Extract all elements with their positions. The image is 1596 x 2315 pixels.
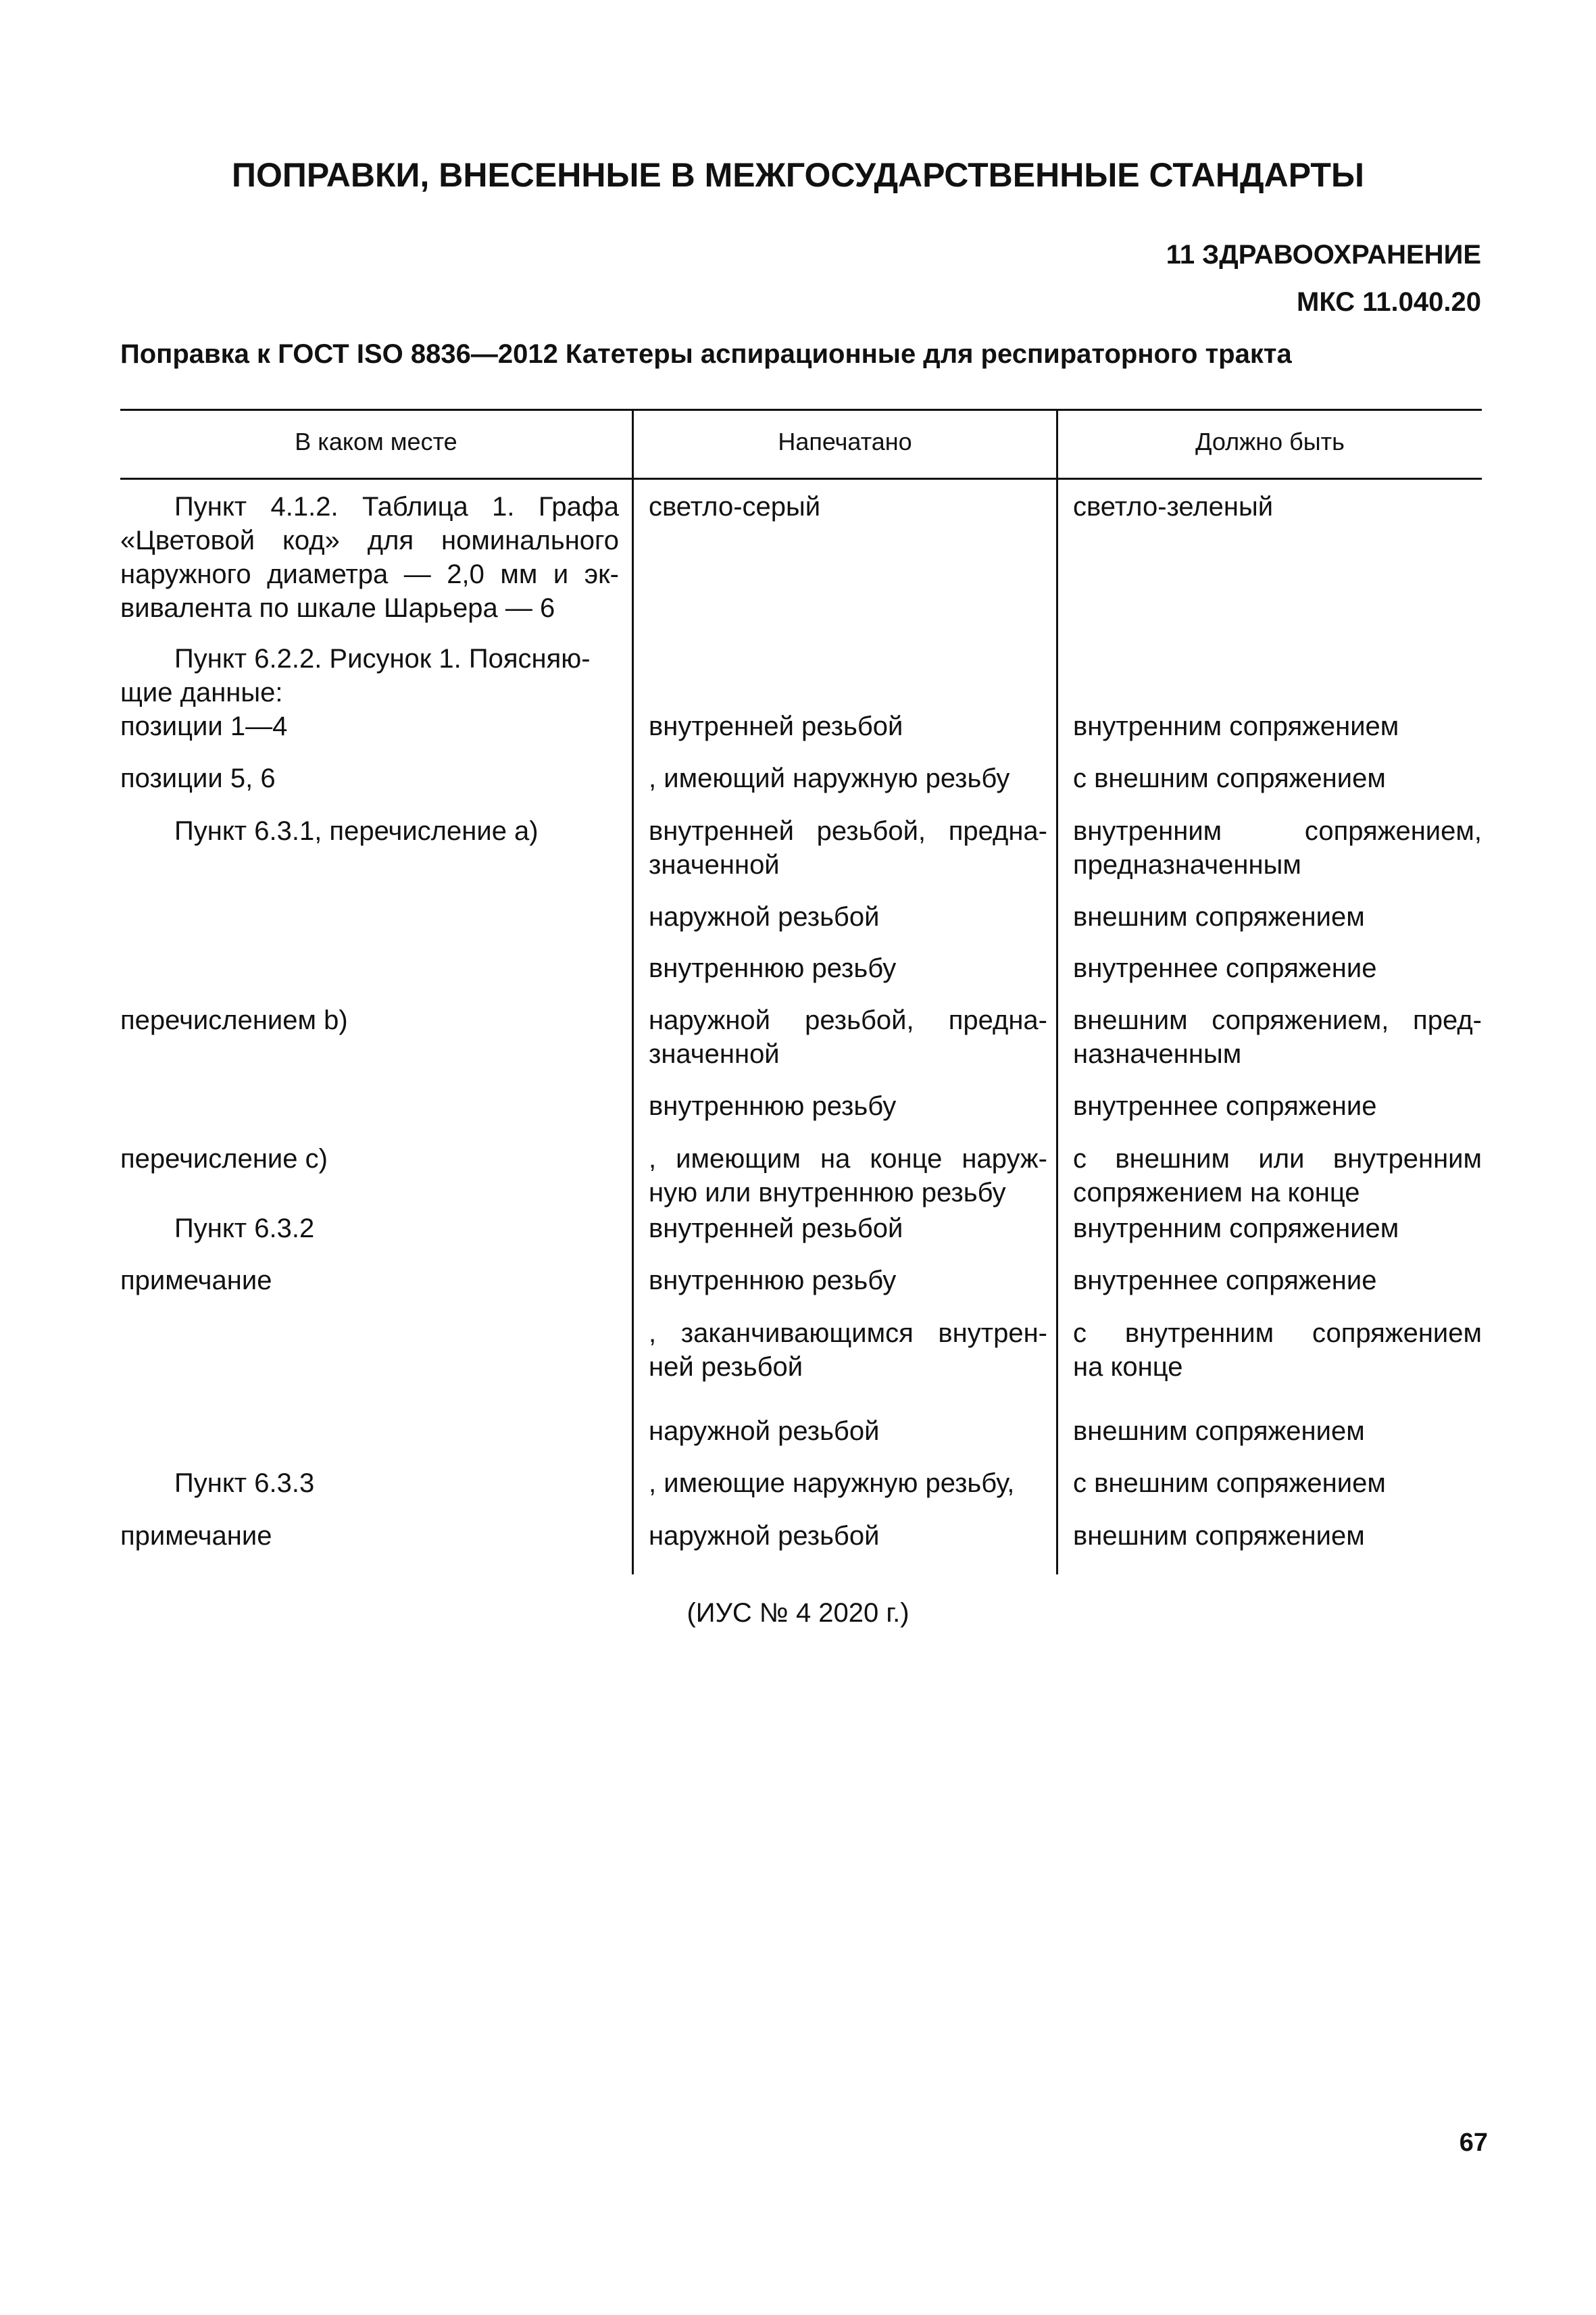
place-cell: Пункт 6.3.3 (174, 1468, 315, 1498)
printed-cell: наружной резьбой, предна- (649, 1005, 1047, 1035)
correct-cell: внутреннее сопряжение (1073, 1266, 1377, 1295)
printed-cell: внутреннюю резьбу (649, 953, 897, 983)
printed-cell: , имеющий наружную резьбу (649, 764, 1010, 793)
place-cell: Пункт 6.2.2. Рисунок 1. Поясняю- (174, 644, 591, 674)
printed-cell: , имеющим на конце наруж- (649, 1144, 1047, 1174)
page-number: 67 (1459, 2129, 1488, 2157)
place-cell: Пункт 6.3.2 (174, 1214, 315, 1243)
printed-cell: внутренней резьбой (649, 1214, 903, 1243)
column-divider (632, 409, 634, 1574)
place-cell: наружного диаметра — 2,0 мм и эк- (120, 559, 619, 589)
place-cell: позиции 1—4 (120, 712, 288, 741)
correct-cell: внешним сопряжением (1073, 902, 1365, 932)
correct-cell: внешним сопряжением (1073, 1521, 1365, 1551)
place-cell: позиции 5, 6 (120, 764, 276, 793)
table-top-rule (120, 409, 1482, 411)
table-header-rule (120, 478, 1482, 480)
correct-cell: с внешним сопряжением (1073, 764, 1386, 793)
place-cell: щие данные: (120, 678, 283, 707)
printed-cell: значенной (649, 850, 780, 880)
correct-cell: внешним сопряжением (1073, 1416, 1365, 1446)
correct-cell: внутреннее сопряжение (1073, 953, 1377, 983)
correct-cell: светло-зеленый (1073, 492, 1274, 522)
correct-cell: на конце (1073, 1352, 1183, 1382)
correct-cell: внутреннее сопряжение (1073, 1091, 1377, 1121)
place-cell: примечание (120, 1521, 272, 1551)
correct-cell: внутренним сопряжением (1073, 1214, 1399, 1243)
printed-cell: ней резьбой (649, 1352, 803, 1382)
printed-cell: внутренней резьбой (649, 712, 903, 741)
printed-cell: внутреннюю резьбу (649, 1091, 897, 1121)
page-title: ПОПРАВКИ, ВНЕСЕННЫЕ В МЕЖГОСУДАРСТВЕННЫЕ СТАНДАРТЫ (232, 156, 1364, 194)
correct-cell: с внутренним сопряжением (1073, 1318, 1482, 1348)
place-cell: Пункт 6.3.1, перечисление а) (174, 816, 539, 846)
printed-cell: значенной (649, 1039, 780, 1069)
printed-cell: внутреннюю резьбу (649, 1266, 897, 1295)
correct-cell: предназначенным (1073, 850, 1301, 880)
printed-cell: наружной резьбой (649, 1416, 880, 1446)
printed-cell: внутренней резьбой, предна- (649, 816, 1047, 846)
section-heading: 11 ЗДРАВООХРАНЕНИЕ (1166, 240, 1481, 270)
column-divider (1056, 409, 1058, 1574)
amendment-title: Поправка к ГОСТ ISO 8836—2012 Катетеры аспирационные для респираторного тракта (120, 339, 1292, 369)
place-cell: перечисление с) (120, 1144, 328, 1174)
printed-cell: , заканчивающимся внутрен- (649, 1318, 1047, 1348)
place-cell: перечислением b) (120, 1005, 348, 1035)
mks-code: МКС 11.040.20 (1297, 287, 1481, 317)
printed-cell: , имеющие наружную резьбу, (649, 1468, 1015, 1498)
header-printed: Напечатано (778, 428, 912, 455)
correct-cell: внешним сопряжением, пред- (1073, 1005, 1482, 1035)
correct-cell: сопряжением на конце (1073, 1178, 1360, 1208)
printed-cell: наружной резьбой (649, 1521, 880, 1551)
place-cell: Пункт 4.1.2. Таблица 1. Графа (174, 492, 619, 522)
printed-cell: наружной резьбой (649, 902, 880, 932)
correct-cell: внутренним сопряжением (1073, 712, 1399, 741)
place-cell: «Цветовой код» для номинального (120, 526, 619, 555)
correct-cell: внутренним сопряжением, (1073, 816, 1482, 846)
correct-cell: назначенным (1073, 1039, 1242, 1069)
place-cell: примечание (120, 1266, 272, 1295)
ius-reference: (ИУС № 4 2020 г.) (687, 1598, 909, 1628)
printed-cell: ную или внутреннюю резьбу (649, 1178, 1006, 1208)
printed-cell: светло-серый (649, 492, 821, 522)
header-place: В каком месте (295, 428, 457, 455)
place-cell: вивалента по шкале Шарьера — 6 (120, 593, 555, 623)
correct-cell: с внешним или внутренним (1073, 1144, 1482, 1174)
header-correct: Должно быть (1195, 428, 1345, 455)
correct-cell: с внешним сопряжением (1073, 1468, 1386, 1498)
